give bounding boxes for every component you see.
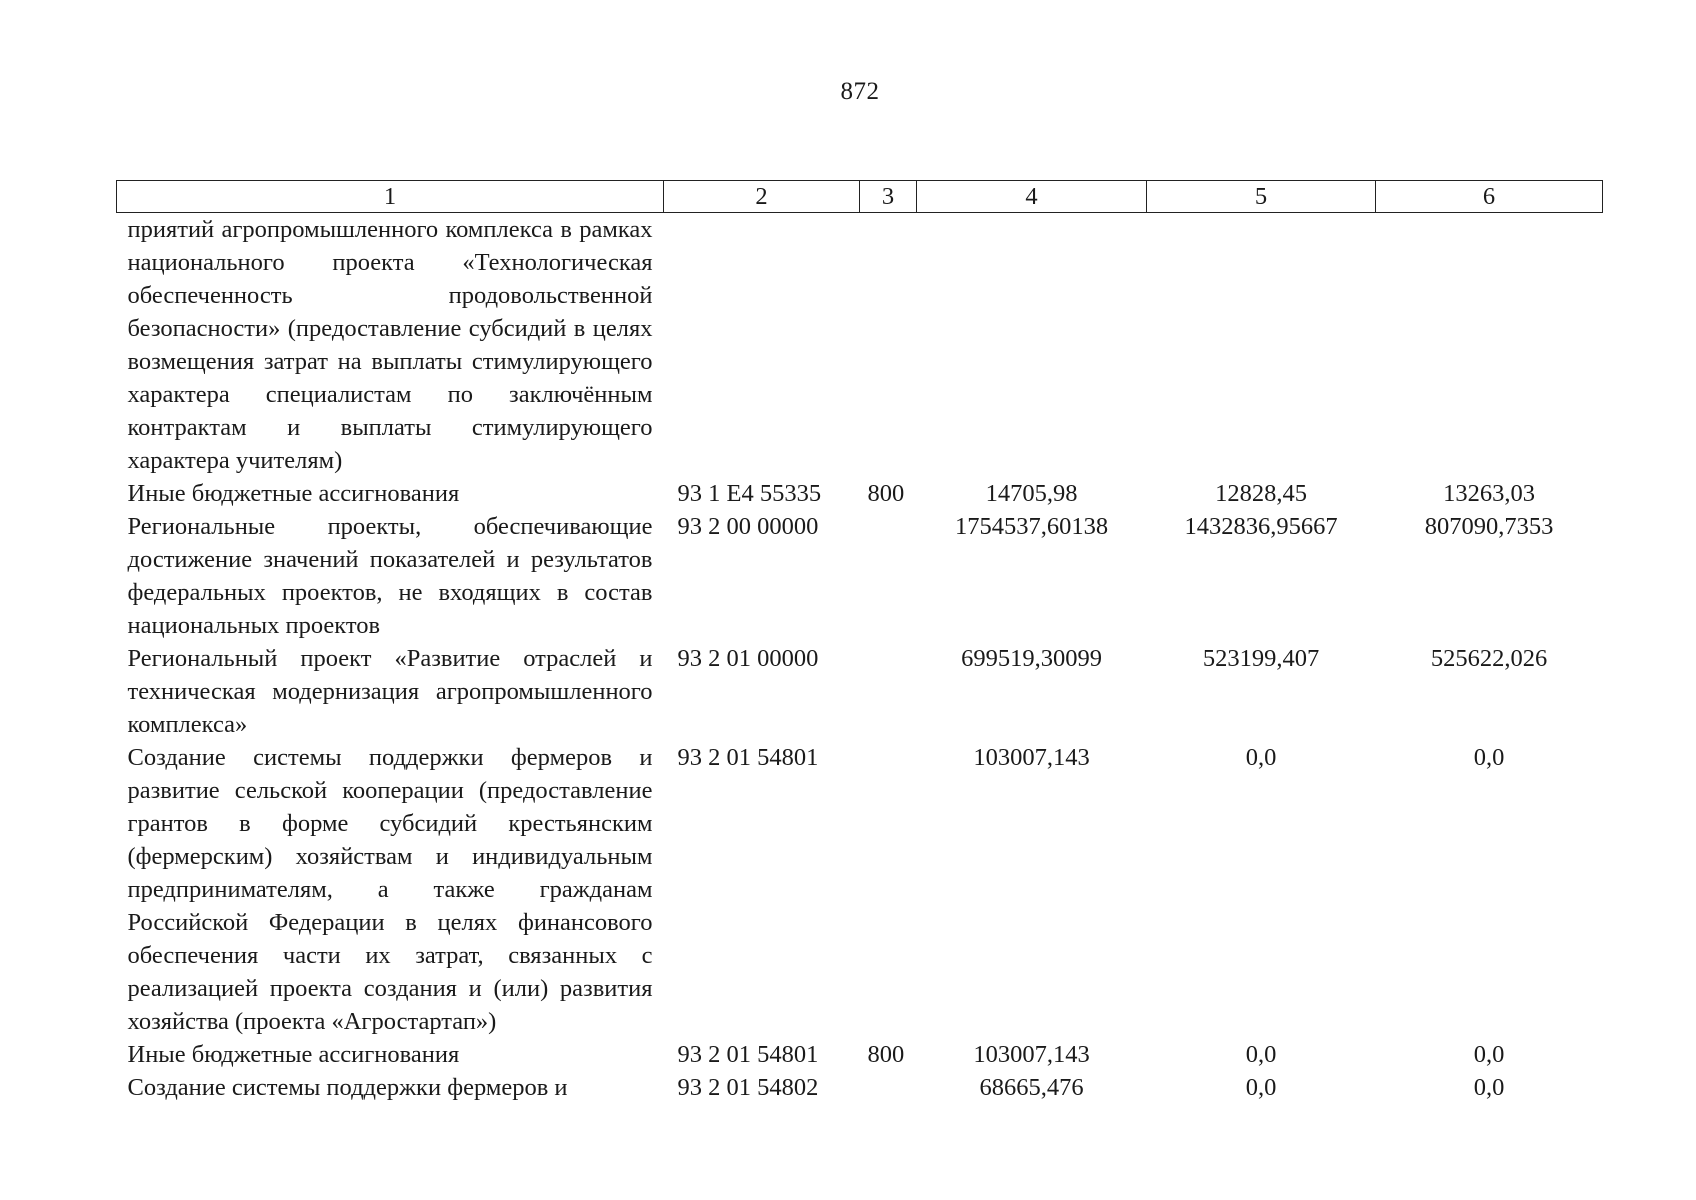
row-amount-col5: 1432836,95667 — [1184, 513, 1338, 540]
row-amount-col5: 0,0 — [1245, 1074, 1277, 1101]
row-code: 93 2 01 00000 — [677, 645, 819, 672]
page-number: 872 — [840, 78, 880, 105]
row-description: Иные бюджетные ассигнования — [127, 480, 460, 507]
row-description: Создание системы поддержки фермеров и — [127, 1074, 568, 1101]
row-code: 93 1 Е4 55335 — [677, 480, 822, 507]
row-amount-col4: 1754537,60138 — [954, 513, 1109, 540]
row-expense-type — [860, 1071, 917, 1104]
row-amount-col6: 0,0 — [1473, 744, 1505, 771]
row-amount-col4: 699519,30099 — [961, 645, 1102, 672]
column-header-1: 1 — [117, 181, 664, 213]
row-amount-col5: 0,0 — [1245, 744, 1277, 771]
row-amount-col4: 14705,98 — [985, 480, 1078, 507]
row-amount-col4: 68665,476 — [979, 1074, 1084, 1101]
row-amount-col5: 523199,407 — [1202, 645, 1320, 672]
table-row — [117, 1038, 1603, 1071]
row-expense-type: 800 — [867, 1041, 905, 1068]
row-amount-col6: 0,0 — [1473, 1041, 1505, 1068]
row-code: 93 2 00 00000 — [677, 513, 819, 540]
table-header-row — [117, 181, 1603, 213]
column-header-4: 4 — [917, 181, 1147, 213]
budget-table — [116, 180, 1603, 1104]
row-amount-col6: 807090,7353 — [1424, 513, 1554, 540]
table-row — [117, 510, 1603, 642]
row-amount-col6: 13263,03 — [1443, 480, 1535, 507]
table-row — [117, 1071, 1603, 1104]
row-code — [664, 213, 860, 478]
row-amount-col5: 0,0 — [1245, 1041, 1277, 1068]
row-expense-type: 800 — [867, 480, 905, 507]
row-code: 93 2 01 54802 — [677, 1074, 819, 1101]
row-amount-col6 — [1376, 213, 1603, 478]
row-description: Региональные проекты, обеспечивающие достижение значений показателей и результатов федеральных проектов, не входящих в состав национальных проектов — [127, 513, 653, 639]
row-code: 93 2 01 54801 — [677, 744, 819, 771]
column-header-3: 3 — [860, 181, 917, 213]
row-expense-type — [860, 213, 917, 478]
row-description: Региональный проект «Развитие отраслей и техническая модернизация агропромышленного комплекса» — [127, 645, 653, 738]
row-expense-type — [860, 642, 917, 741]
row-amount-col4 — [917, 213, 1147, 478]
row-code: 93 2 01 54801 — [677, 1041, 819, 1068]
column-header-5: 5 — [1147, 181, 1376, 213]
row-expense-type — [860, 510, 917, 642]
table-row — [117, 741, 1603, 1038]
table-row — [117, 213, 1603, 478]
table-row — [117, 642, 1603, 741]
column-header-2: 2 — [664, 181, 860, 213]
row-amount-col4: 103007,143 — [973, 744, 1090, 771]
row-amount-col6: 0,0 — [1473, 1074, 1505, 1101]
row-amount-col6: 525622,026 — [1430, 645, 1548, 672]
column-header-6: 6 — [1376, 181, 1603, 213]
row-description: Иные бюджетные ассигнования — [127, 1041, 460, 1068]
row-amount-col5 — [1147, 213, 1376, 478]
row-description: Создание системы поддержки фермеров и развитие сельской кооперации (предоставление грантов в форме субсидий крестьянским (фермерским) хозяйствам и индивидуальным предпринимателям, а также гражданам Российской Федерации в целях финансового обеспечения части их затрат, связанных с реализацией проекта создания и (или) развития хозяйства (проекта «Агростартап») — [127, 744, 653, 1035]
row-amount-col5: 12828,45 — [1215, 480, 1307, 507]
row-expense-type — [860, 741, 917, 1038]
row-amount-col4: 103007,143 — [973, 1041, 1090, 1068]
table-row — [117, 477, 1603, 510]
row-description: приятий агропромышленного комплекса в рамках национального проекта «Технологическая обеспеченность продовольственной безопасности» (предоставление субсидий в целях возмещения затрат на выплаты стимулирующего характера специалистам по заключённым контрактам и выплаты стимулирующего характера учителям) — [127, 216, 653, 474]
